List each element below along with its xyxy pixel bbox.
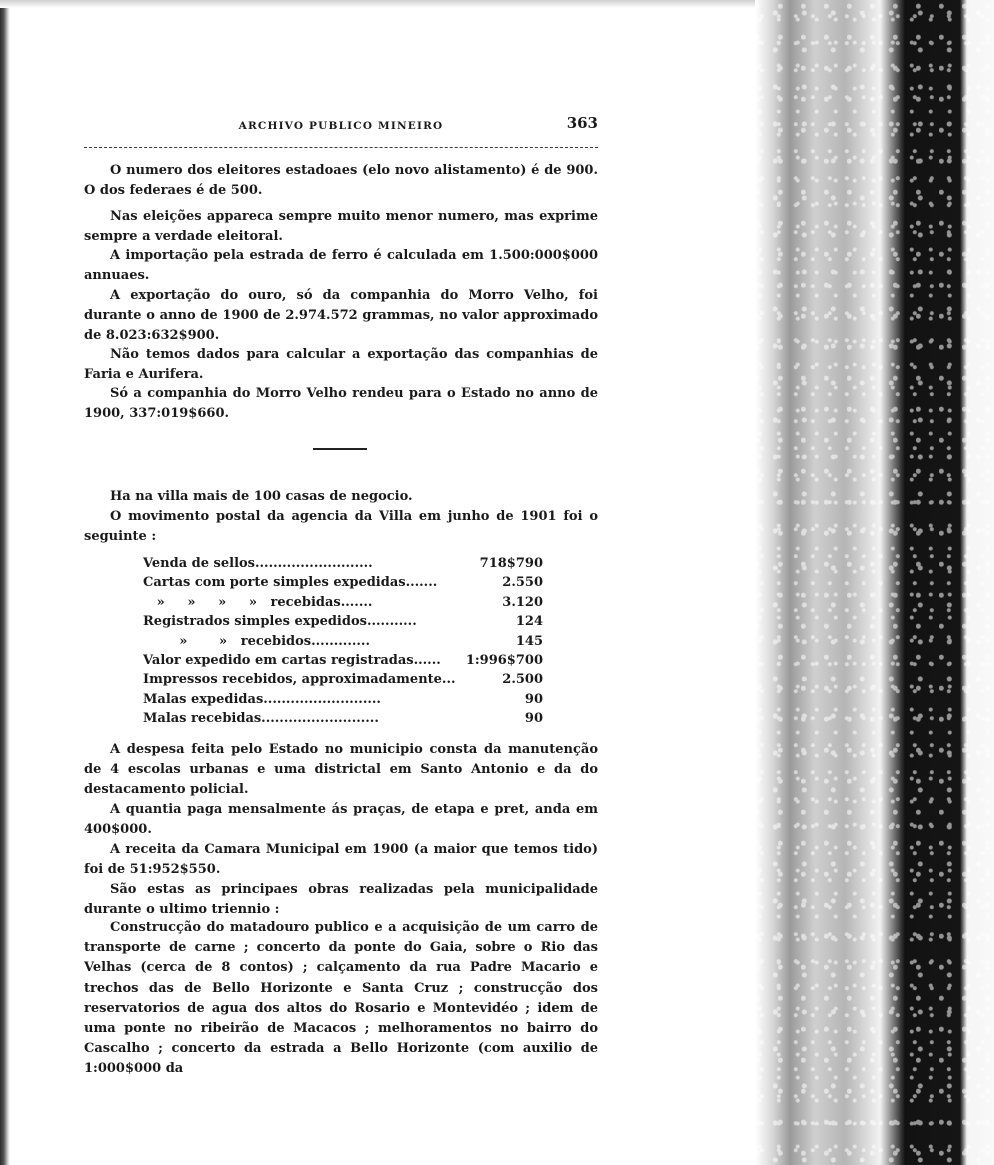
row-value: 718$790 (479, 556, 543, 571)
row-value: 3.120 (502, 594, 543, 610)
table-row (143, 575, 543, 594)
paragraph-no-data: Não temos dados para calcular a exportação das companhias de Faria e Aurifera. (84, 347, 598, 383)
section-separator (313, 448, 367, 450)
paragraph-shops: Ha na villa mais de 100 casas de negocio. (110, 489, 413, 504)
row-label: » » » » recebidas....... (143, 594, 373, 610)
paragraph-works-list: Construcção do matadouro publico e a acquisição de um carro de transporte de carne ; concerto da ponte do Gaia, sobre o Rio das Velhas (cerca de 8 contos) ; calçamento da rua Padre Macario e trechos das de Bello Horizonte e Santa Cruz ; construcção dos reservatorios de agua dos altos do Rosario e Montevidéo ; idem de uma ponte no ribeirão de Macacos ; melhoramentos no bairro do Cascalho ; concerto da estrada a Bello Horizonte (com auxilio de 1:000$000 da (84, 920, 598, 1077)
paragraph-imports: A importação pela estrada de ferro é calculada em 1.500:000$000 annuaes. (84, 248, 598, 284)
row-label: Registrados simples expedidos........... (143, 614, 417, 630)
row-label: Malas expedidas.......................... (143, 691, 381, 707)
table-row (143, 653, 543, 672)
row-value: 90 (524, 691, 543, 707)
row-label: Valor expedido em cartas registradas...... (143, 652, 441, 668)
table-row (143, 595, 543, 614)
paragraph-elections: Nas eleições appareca sempre muito menor numero, mas exprime sempre a verdade eleitoral. (84, 209, 598, 245)
paragraph-electors: O numero dos eleitores estadoaes (elo novo alistamento) é de 900. O dos federaes é de 500. (84, 163, 598, 199)
paragraph-works-intro: São estas as principaes obras realizadas pela municipalidade durante o ultimo triennio : (84, 882, 598, 918)
table-row (143, 614, 543, 633)
page-number: 363 (566, 114, 598, 132)
paragraph-postal-intro: O movimento postal da agencia da Villa em junho de 1901 foi o seguinte : (84, 509, 598, 545)
row-label: Impressos recebidos, approximadamente... (143, 672, 456, 688)
page-header (84, 114, 598, 148)
row-value: 2.550 (502, 575, 543, 591)
row-label: » » recebidos............. (143, 633, 370, 649)
row-value: 90 (524, 711, 543, 727)
header-rule (84, 147, 598, 148)
paragraph-state-expenses: A despesa feita pelo Estado no municipio consta da manutenção de 4 escolas urbanas e uma districtal em Santo Antonio e da do destacamento policial. (84, 742, 598, 798)
table-row (143, 692, 543, 711)
row-value: 145 (515, 633, 543, 649)
row-value: 1:996$700 (465, 652, 543, 668)
row-value: 124 (515, 614, 543, 630)
row-label: Venda de sellos.......................... (143, 556, 373, 571)
table-row (143, 672, 543, 691)
paragraph-state-revenue: Só a companhia do Morro Velho rendeu para o Estado no anno de 1900, 337:019$660. (84, 386, 598, 422)
table-row (143, 711, 543, 730)
paragraph-council-revenue: A receita da Camara Municipal em 1900 (a maior que temos tido) foi de 51:952$550. (84, 842, 598, 878)
row-value: 2.500 (502, 672, 543, 688)
paragraph-gold-export: A exportação do ouro, só da companhia do Morro Velho, foi durante o anno de 1900 de 2.974.572 grammas, no valor approximado de 8.023:632$900. (84, 288, 598, 344)
row-label: Malas recebidas.......................... (143, 711, 379, 727)
postal-movement-table (143, 556, 543, 731)
row-label: Cartas com porte simples expedidas....... (143, 575, 438, 591)
book-binding-edge (755, 0, 994, 1165)
page-left-edge (0, 0, 10, 1165)
paragraph-monthly-payment: A quantia paga mensalmente ás praças, de etapa e pret, anda em 400$000. (84, 802, 598, 838)
running-title: ARCHIVO PUBLICO MINEIRO (238, 120, 444, 132)
table-row (143, 634, 543, 653)
table-row (143, 556, 543, 575)
